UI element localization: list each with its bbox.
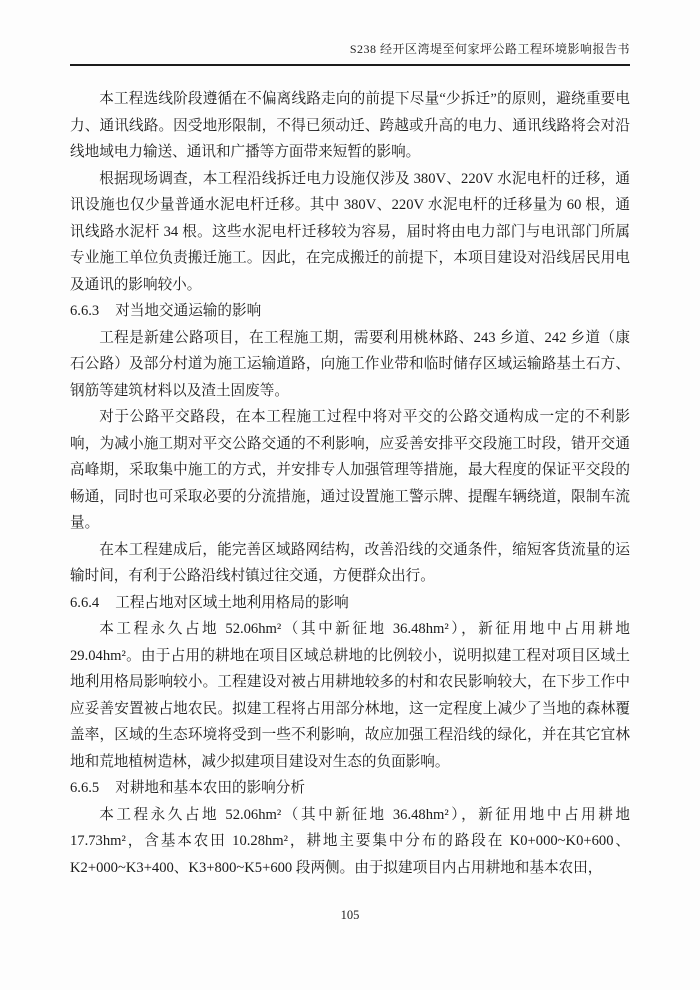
section-number: 6.6.3: [70, 303, 100, 319]
section-heading-663: [70, 298, 630, 325]
body-paragraph: 本工程选线阶段遵循在不偏离线路走向的前提下尽量“少拆迁”的原则，避绕重要电力、通讯线路。因受地形限制，不得已须动迁、跨越或升高的电力、通讯线路将会对沿线地域电力输送、通讯和广播等方面带来短暂的影响。: [70, 91, 630, 160]
section-number: 6.6.4: [70, 594, 100, 611]
section-title: 对当地交通运输的影响: [115, 303, 262, 319]
body-paragraph: 工程是新建公路项目，在工程施工期，需要利用桃林路、243 乡道、242 乡道（康石公路）及部分村道为施工运输道路，向施工作业带和临时储存区域运输路基土石方、钢筋等建筑材料以及渣土固废等。: [70, 329, 630, 399]
page-number: 105: [340, 908, 360, 922]
body-paragraph: 对于公路平交路段，在本工程施工过程中将对平交的公路交通构成一定的不利影响，为减小施工期对平交公路交通的不利影响，应妥善安排平交段施工时段，错开交通高峰期，采取集中施工的方式，并安排专人加强管理等措施，最大程度的保证平交段的畅通，同时也可采取必要的分流措施，通过设置施工警示牌、提醒车辆绕道，限制车流量。: [70, 409, 630, 531]
body-paragraph: 根据现场调查，本工程沿线拆迁电力设施仅涉及 380V、220V 水泥电杆的迁移，通讯设施也仅少量普通水泥电杆迁移。其中 380V、220V 水泥电杆的迁移量为 60 根，通讯线路水泥杆 34 根。这些水泥电杆迁移较为容易，届时将由电力部门与电讯部门所属专业施工单位负责搬迁施工。因此，在完成搬迁的前提下，本项目建设对沿线居民用电及通讯的影响较小。: [70, 170, 630, 293]
section-number: 6.6.5: [70, 780, 100, 796]
section-heading-664: [70, 590, 630, 617]
running-header: S238 经开区湾堤至何家坪公路工程环境影响报告书: [70, 40, 630, 66]
section-title: 对耕地和基本农田的影响分析: [115, 780, 305, 796]
body-paragraph: 在本工程建成后，能完善区域路网结构，改善沿线的交通条件，缩短客货流量的运输时间，有利于公路沿线村镇过往交通，方便群众出行。: [70, 541, 630, 584]
page-body: [70, 86, 630, 881]
section-title: 工程占地对区域土地利用格局的影响: [115, 594, 349, 611]
section-heading-665: [70, 775, 630, 802]
body-paragraph: 本工程永久占地 52.06hm²（其中新征地 36.48hm²），新征用地中占用耕地 17.73hm²，含基本农田 10.28hm²，耕地主要集中分布的路段在 K0+000~K0+600、K2+000~K3+400、K3+800~K5+600 段两侧。由于拟建项目内占用耕地和基本农田，: [70, 806, 630, 876]
body-paragraph: 本工程永久占地 52.06hm²（其中新征地 36.48hm²），新征用地中占用耕地 29.04hm²。由于占用的耕地在项目区域总耕地的比例较小，说明拟建工程对项目区域土地利用格局影响较小。工程建设对被占用耕地较多的村和农民影响较大，在下步工作中应妥善安置被占地农民。拟建工程将占用部分林地，这一定程度上减少了当地的森林覆盖率，区域的生态环境将受到一些不利影响，故应加强工程沿线的绿化，并在其它宜林地和荒地植树造林，减少拟建项目建设对生态的负面影响。: [70, 621, 630, 770]
